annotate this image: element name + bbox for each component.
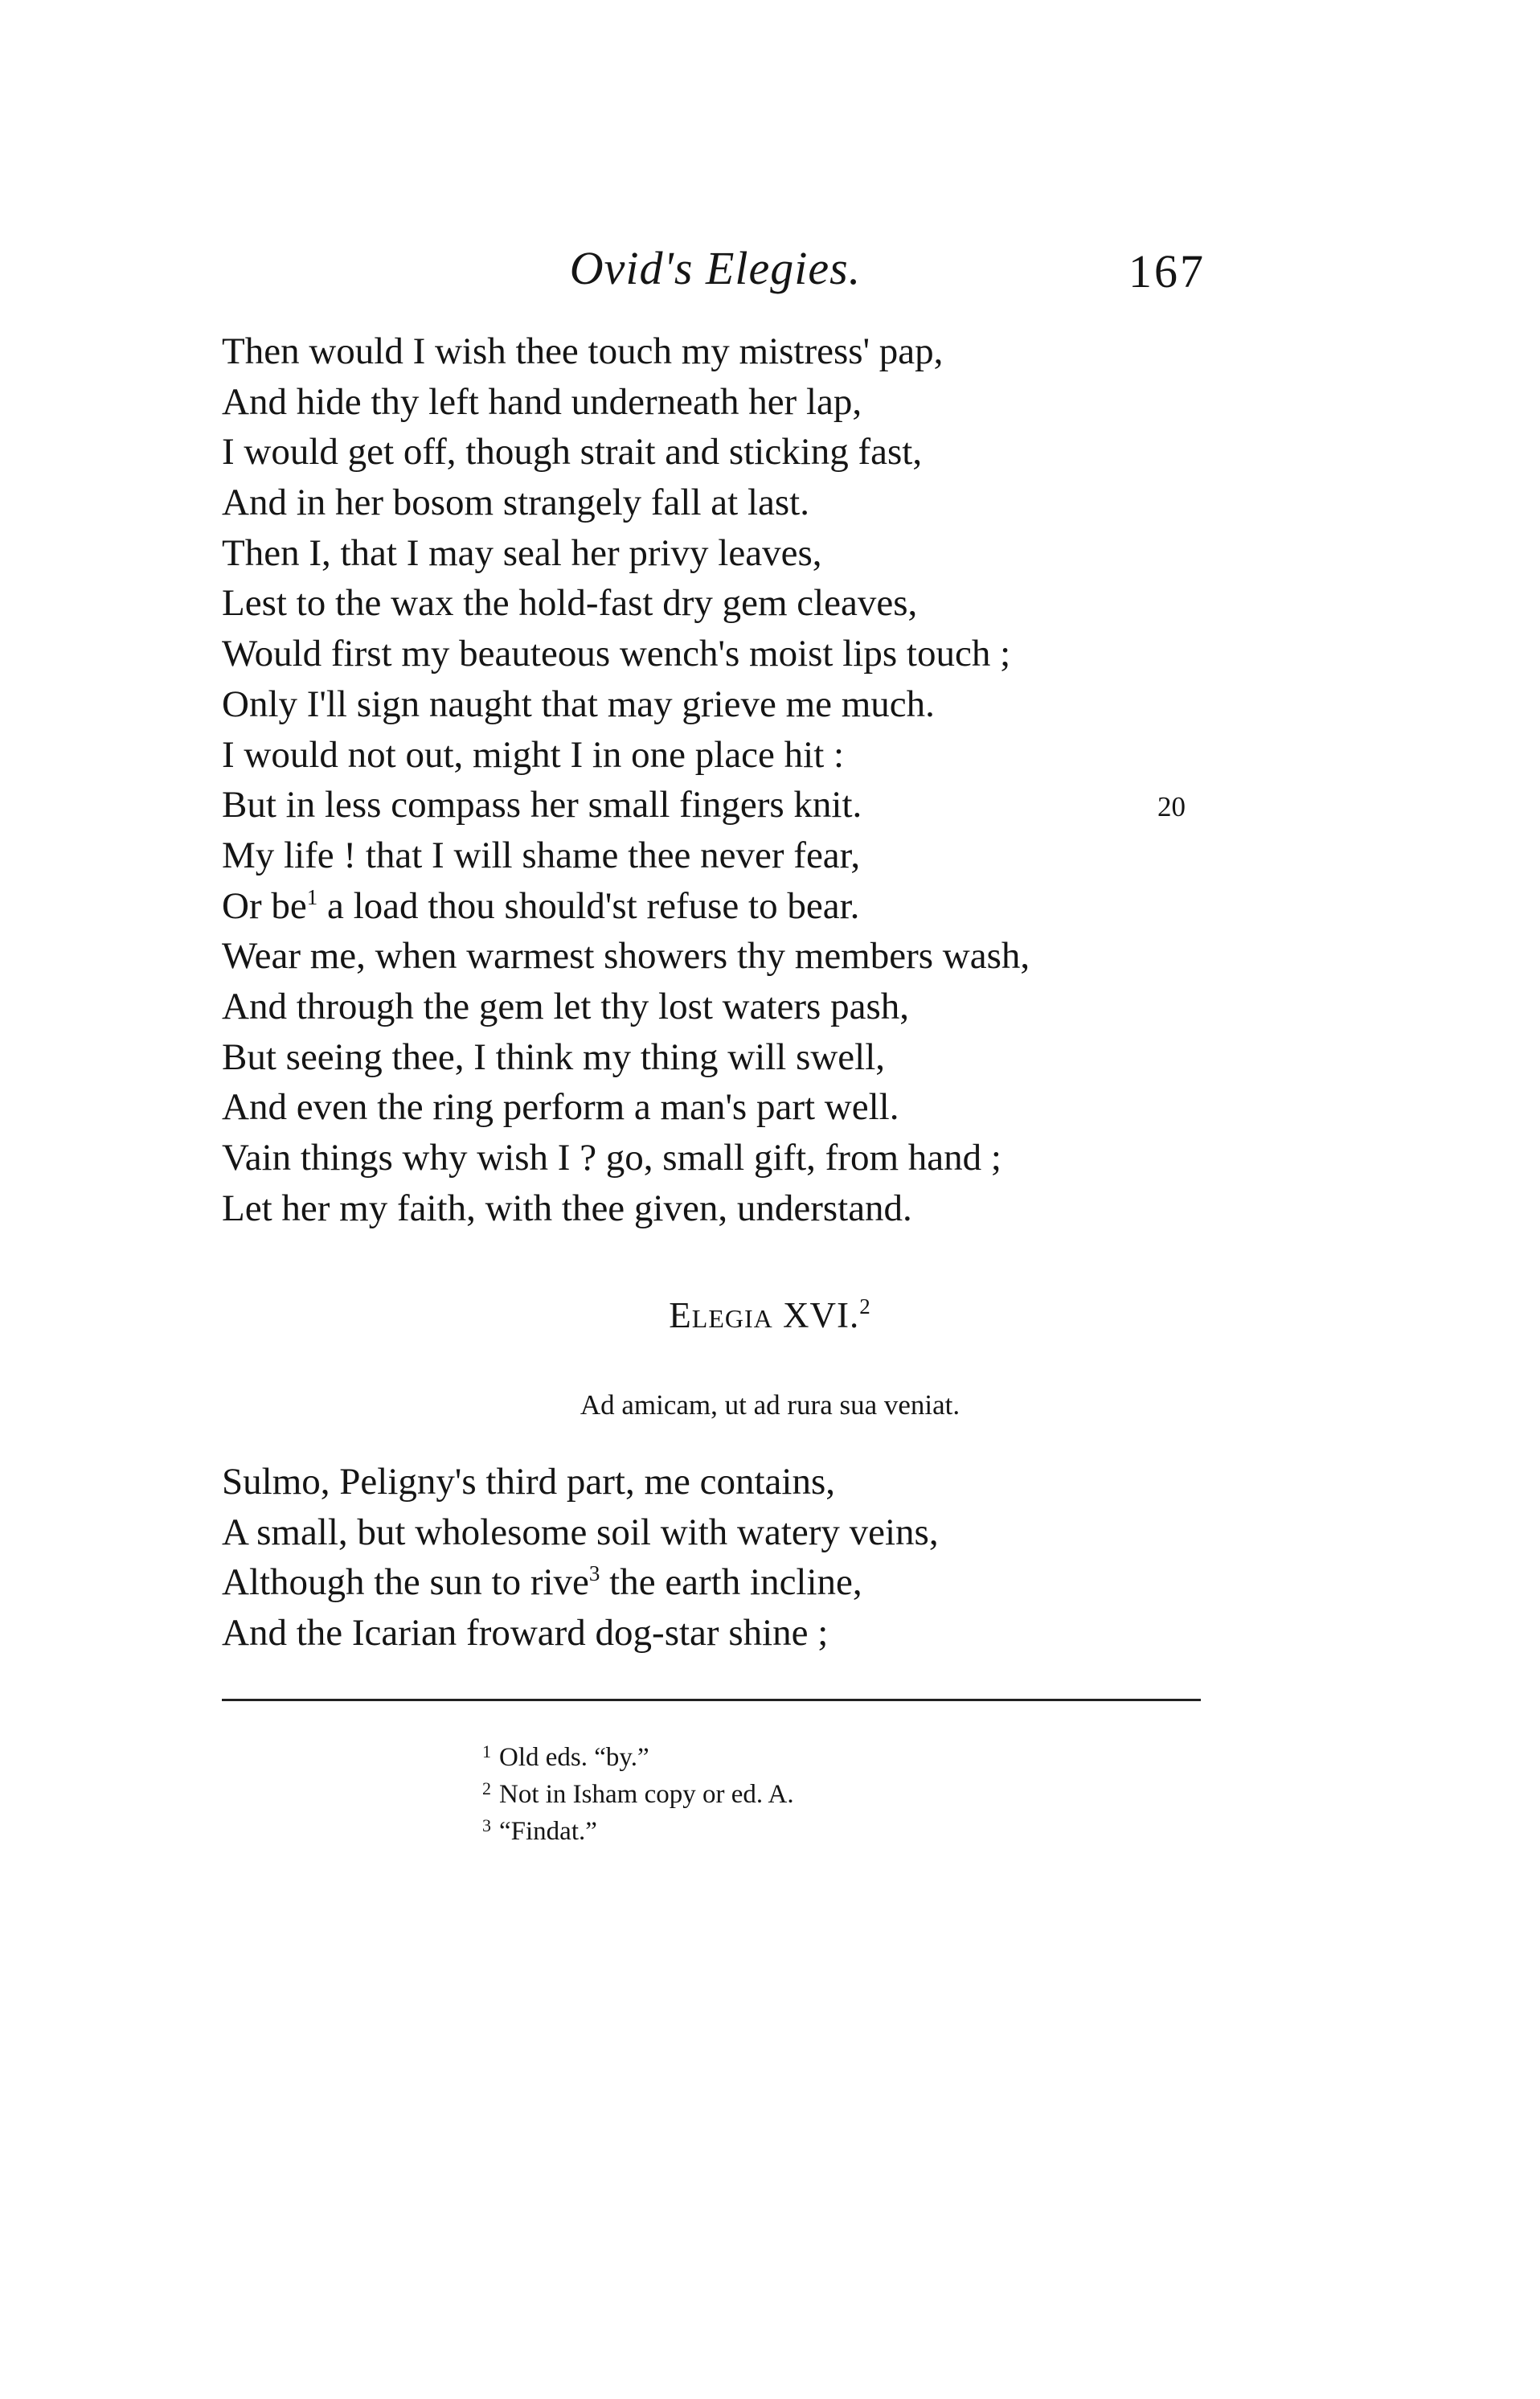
verse-line: But seeing thee, I think my thing will swell,: [222, 1035, 886, 1078]
footnote-ref[interactable]: 3: [588, 1561, 600, 1586]
verse-line: Then would I wish thee touch my mistress' pap,: [222, 330, 944, 372]
verse-line: Sulmo, Peligny's third part, me contains,: [222, 1461, 836, 1503]
verse-line: And through the gem let thy lost waters pash,: [222, 985, 909, 1027]
verse-line: And the Icarian froward dog-star shine ;: [222, 1612, 829, 1655]
page-number: 167: [1128, 245, 1206, 297]
verse-line: Then I, that I may seal her privy leaves,: [222, 531, 822, 574]
verse-line: Vain things why wish I ? go, small gift, from hand ;: [222, 1137, 1001, 1179]
footnote: $^3$ “Findat.”: [482, 1815, 597, 1846]
verse-line: But in less compass her small fingers knit. 20: [222, 780, 1218, 830]
footnote: $^1$ Old eds. “by.”: [482, 1741, 649, 1772]
verse-line: Although the sun to rive$^3$ the earth incline,: [222, 1561, 862, 1604]
verse-line: Would first my beauteous wench's moist lips touch ;: [222, 633, 1011, 675]
verse-line: And even the ring perform a man's part well.: [222, 1086, 899, 1129]
running-title: Ovid's Elegies.: [569, 242, 862, 294]
footnote-divider: [222, 1699, 1201, 1701]
verse-line: I would not out, might I in one place hit :: [222, 733, 845, 776]
verse-line: Wear me, when warmest showers thy members wash,: [222, 935, 1030, 978]
footnote-ref[interactable]: 1: [306, 884, 318, 909]
verse-line: Lest to the wax the hold-fast dry gem cleaves,: [222, 582, 918, 625]
verse-line: Let her my faith, with thee given, understand.: [222, 1187, 912, 1229]
verse-line: I would get off, though strait and sticking fast,: [222, 431, 923, 474]
footnote-ref[interactable]: 2: [859, 1294, 871, 1318]
footnotes: [482, 1739, 794, 1850]
verse-line: And hide thy left hand underneath her lap,: [222, 380, 862, 423]
verse-block-lower: [222, 1457, 1218, 1659]
verse-line: And in her bosom strangely fall at last.: [222, 482, 809, 524]
verse-line: A small, but wholesome soil with watery veins,: [222, 1511, 939, 1553]
line-number: 20: [1157, 791, 1186, 823]
verse-line: Or $be^1$ a load thou should'st refuse to bear.: [222, 884, 860, 927]
footnote: $^2$ Not in Isham copy or ed. A.: [482, 1778, 794, 1809]
section-heading: ELEGIA XVI.$^2$: [669, 1294, 871, 1335]
section-subtitle: Ad amicam, ut ad rura sua veniat.: [580, 1389, 960, 1421]
page-header: [225, 241, 1206, 314]
verse-line: Only I'll sign naught that may grieve me much.: [222, 683, 935, 725]
verse-line: My life ! that I will shame thee never fear,: [222, 834, 861, 876]
verse-block-upper: [222, 326, 1218, 1233]
